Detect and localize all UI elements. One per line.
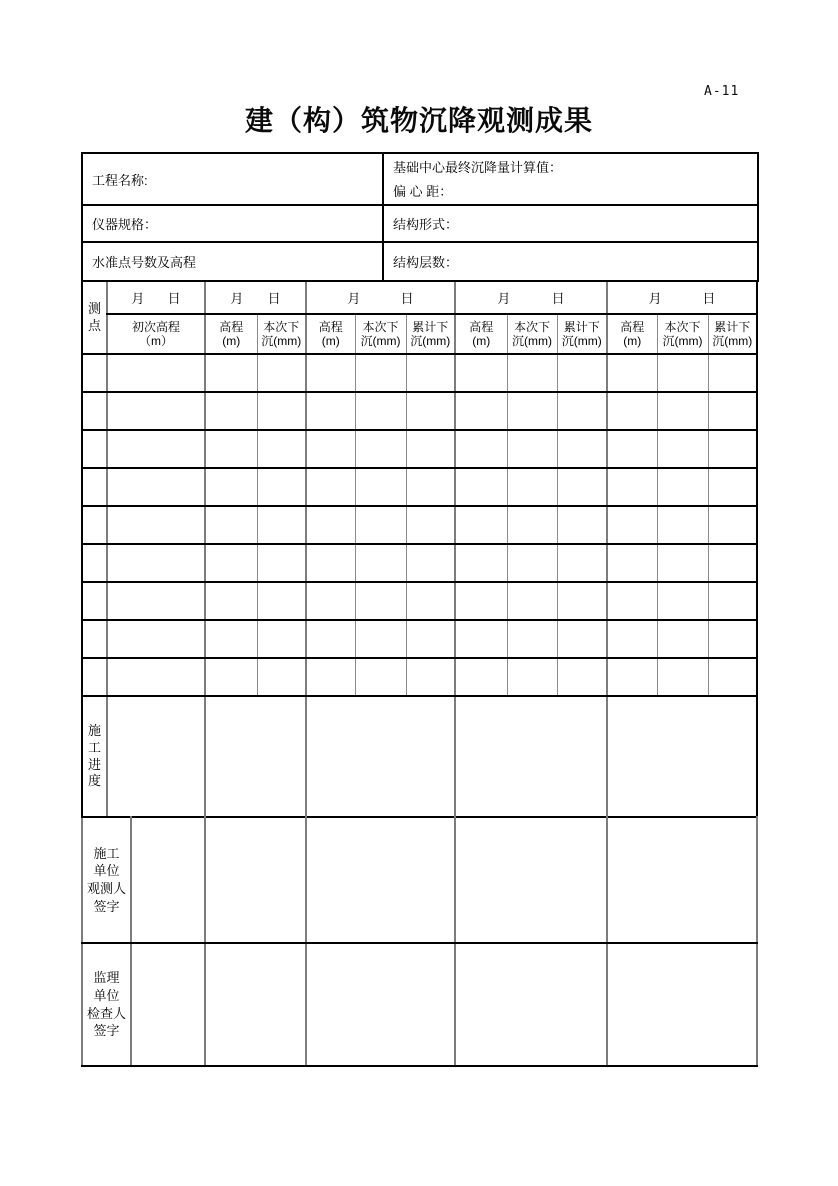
obs-cell	[257, 392, 306, 430]
supervisor-sign-cell	[306, 943, 455, 1066]
obs-cell	[708, 544, 757, 582]
obs-cell	[306, 430, 355, 468]
eccentricity-label: 偏 心 距：	[393, 183, 453, 199]
obs-cell	[82, 658, 107, 696]
obs-cell	[355, 354, 406, 392]
obs-empty-row	[82, 392, 757, 430]
day-label: 日	[267, 291, 281, 306]
obs-cell	[455, 582, 507, 620]
obs-cell	[607, 392, 657, 430]
month-label: 月	[230, 291, 244, 306]
obs-cell	[657, 354, 708, 392]
obs-cell	[557, 658, 607, 696]
month-label: 月	[497, 291, 511, 306]
obs-cell	[455, 658, 507, 696]
observation-table	[81, 280, 758, 818]
obs-cell	[507, 430, 557, 468]
obs-cell	[708, 354, 757, 392]
structure-type-cell	[383, 205, 758, 242]
obs-cell	[82, 468, 107, 506]
obs-cell	[708, 392, 757, 430]
obs-cell	[205, 430, 257, 468]
obs-cell	[82, 354, 107, 392]
progress-cell	[607, 696, 757, 817]
obs-cell	[107, 620, 205, 658]
supervisor-sign-row	[82, 943, 757, 1066]
point-col-label: 测点	[87, 300, 101, 333]
obs-cell	[82, 544, 107, 582]
contractor-sign-label-cell	[82, 817, 131, 943]
month-label: 月	[131, 291, 145, 306]
obs-cell	[708, 658, 757, 696]
obs-cell	[406, 582, 455, 620]
obs-cell	[306, 506, 355, 544]
obs-cell	[107, 354, 205, 392]
settlement-calc-cell	[383, 153, 758, 205]
obs-cell	[306, 354, 355, 392]
settlement-form	[81, 152, 757, 1067]
structure-type-label: 结构形式：	[393, 217, 459, 232]
obs-cell	[257, 544, 306, 582]
settlement-calc-label: 基础中心最终沉降量计算值：	[393, 159, 563, 175]
contractor-sign-cell	[455, 817, 607, 943]
col-header-cumulative-settlement: 累计下 沉(mm)	[708, 314, 757, 354]
obs-cell	[708, 430, 757, 468]
obs-cell	[205, 506, 257, 544]
day-label: 日	[400, 291, 414, 306]
obs-cell	[107, 392, 205, 430]
obs-cell	[205, 658, 257, 696]
signature-table	[81, 816, 758, 1067]
obs-empty-row	[82, 544, 757, 582]
obs-cell	[257, 430, 306, 468]
obs-cell	[406, 468, 455, 506]
obs-cell	[306, 658, 355, 696]
obs-cell	[406, 392, 455, 430]
obs-cell	[82, 506, 107, 544]
obs-cell	[257, 354, 306, 392]
obs-cell	[306, 582, 355, 620]
progress-label-cell	[82, 696, 107, 817]
obs-cell	[557, 430, 607, 468]
info-row-instrument	[82, 205, 758, 242]
obs-cell	[507, 658, 557, 696]
obs-cell	[455, 468, 507, 506]
obs-empty-row	[82, 468, 757, 506]
obs-cell	[107, 544, 205, 582]
obs-empty-row	[82, 430, 757, 468]
supervisor-sign-cell	[607, 943, 757, 1066]
obs-cell	[607, 544, 657, 582]
obs-cell	[355, 658, 406, 696]
obs-cell	[455, 430, 507, 468]
obs-cell	[306, 620, 355, 658]
obs-cell	[306, 468, 355, 506]
obs-cell	[657, 430, 708, 468]
supervisor-sign-cell	[205, 943, 306, 1066]
obs-cell	[107, 506, 205, 544]
supervisor-sign-cell	[455, 943, 607, 1066]
obs-cell	[455, 354, 507, 392]
obs-cell	[607, 582, 657, 620]
obs-cell	[507, 544, 557, 582]
obs-cell	[708, 506, 757, 544]
col-header-cumulative-settlement: 累计下 沉(mm)	[406, 314, 455, 354]
col-header-current-settlement: 本次下 沉(mm)	[355, 314, 406, 354]
month-label: 月	[648, 291, 662, 306]
structure-floors-cell	[383, 242, 758, 281]
col-header-elevation: 高程 (m)	[607, 314, 657, 354]
progress-cell	[205, 696, 306, 817]
date-group-initial	[107, 281, 205, 314]
obs-cell	[657, 392, 708, 430]
obs-cell	[507, 468, 557, 506]
obs-cell	[708, 468, 757, 506]
obs-cell	[657, 582, 708, 620]
obs-cell	[455, 544, 507, 582]
progress-cell	[107, 696, 205, 817]
doc-code: A-11	[704, 84, 740, 99]
obs-cell	[257, 582, 306, 620]
obs-empty-row	[82, 658, 757, 696]
obs-cell	[82, 620, 107, 658]
obs-cell	[355, 582, 406, 620]
obs-cell	[205, 544, 257, 582]
obs-cell	[607, 620, 657, 658]
obs-cell	[557, 582, 607, 620]
col-header-current-settlement: 本次下 沉(mm)	[507, 314, 557, 354]
obs-cell	[507, 392, 557, 430]
obs-cell	[657, 506, 708, 544]
obs-cell	[708, 620, 757, 658]
obs-cell	[205, 620, 257, 658]
obs-empty-row	[82, 620, 757, 658]
obs-cell	[455, 392, 507, 430]
obs-cell	[455, 506, 507, 544]
day-label: 日	[551, 291, 565, 306]
date-group-2	[205, 281, 306, 314]
col-header-cumulative-settlement: 累计下 沉(mm)	[557, 314, 607, 354]
obs-cell	[657, 468, 708, 506]
obs-cell	[107, 468, 205, 506]
col-header-elevation: 高程 (m)	[455, 314, 507, 354]
obs-cell	[355, 392, 406, 430]
date-group-5	[607, 281, 757, 314]
obs-cell	[607, 430, 657, 468]
obs-cell	[607, 468, 657, 506]
obs-cell	[406, 354, 455, 392]
col-header-initial-elevation: 初次高程 （m）	[107, 314, 205, 354]
obs-cell	[257, 468, 306, 506]
project-name-cell	[82, 153, 383, 205]
obs-cell	[455, 620, 507, 658]
obs-cell	[557, 392, 607, 430]
obs-cell	[507, 506, 557, 544]
benchmark-label: 水准点号数及高程	[92, 255, 197, 270]
obs-cell	[82, 430, 107, 468]
obs-cell	[607, 506, 657, 544]
obs-empty-row	[82, 506, 757, 544]
obs-cell	[205, 468, 257, 506]
contractor-sign-cell	[306, 817, 455, 943]
supervisor-sign-cell	[131, 943, 205, 1066]
obs-cell	[557, 354, 607, 392]
contractor-sign-cell	[205, 817, 306, 943]
col-header-current-settlement: 本次下 沉(mm)	[657, 314, 708, 354]
col-header-current-settlement: 本次下 沉(mm)	[257, 314, 306, 354]
obs-header-cols-row	[82, 314, 757, 354]
obs-cell	[657, 620, 708, 658]
obs-cell	[507, 354, 557, 392]
contractor-sign-row	[82, 817, 757, 943]
instrument-spec-label: 仪器规格：	[92, 217, 158, 232]
point-col-header	[82, 281, 107, 354]
project-name-label: 工程名称:	[92, 172, 148, 188]
col-header-elevation: 高程 (m)	[306, 314, 355, 354]
obs-cell	[607, 658, 657, 696]
day-label: 日	[167, 291, 181, 306]
day-label: 日	[702, 291, 716, 306]
col-header-elevation: 高程 (m)	[205, 314, 257, 354]
construction-progress-row	[82, 696, 757, 817]
obs-cell	[557, 544, 607, 582]
info-row-benchmark	[82, 242, 758, 281]
progress-cell	[306, 696, 455, 817]
obs-cell	[355, 544, 406, 582]
info-table	[81, 152, 759, 282]
obs-cell	[406, 544, 455, 582]
benchmark-cell	[82, 242, 383, 281]
obs-cell	[507, 582, 557, 620]
month-label: 月	[347, 291, 361, 306]
obs-cell	[557, 506, 607, 544]
obs-cell	[355, 430, 406, 468]
obs-cell	[257, 658, 306, 696]
obs-cell	[708, 582, 757, 620]
obs-cell	[107, 582, 205, 620]
supervisor-sign-label-cell	[82, 943, 131, 1066]
obs-cell	[306, 544, 355, 582]
progress-label: 施工进度	[87, 722, 101, 789]
info-row-project	[82, 153, 758, 205]
obs-empty-row	[82, 582, 757, 620]
obs-cell	[107, 658, 205, 696]
obs-cell	[82, 392, 107, 430]
obs-cell	[406, 658, 455, 696]
obs-cell	[355, 468, 406, 506]
obs-cell	[507, 620, 557, 658]
obs-cell	[205, 582, 257, 620]
obs-cell	[406, 430, 455, 468]
structure-floors-label: 结构层数：	[393, 255, 459, 270]
contractor-sign-label: 施工 单位 观测人 签字	[86, 845, 126, 914]
obs-cell	[557, 468, 607, 506]
obs-cell	[82, 582, 107, 620]
obs-cell	[406, 506, 455, 544]
contractor-sign-cell	[607, 817, 757, 943]
obs-cell	[205, 354, 257, 392]
obs-header-date-row	[82, 281, 757, 314]
obs-cell	[306, 392, 355, 430]
date-group-3	[306, 281, 455, 314]
obs-cell	[355, 620, 406, 658]
obs-cell	[657, 544, 708, 582]
instrument-spec-cell	[82, 205, 383, 242]
obs-cell	[355, 506, 406, 544]
obs-cell	[406, 620, 455, 658]
progress-cell	[455, 696, 607, 817]
obs-empty-row	[82, 354, 757, 392]
obs-cell	[257, 506, 306, 544]
obs-cell	[257, 620, 306, 658]
page-title: 建（构）筑物沉降观测成果	[244, 105, 593, 136]
obs-cell	[657, 658, 708, 696]
contractor-sign-cell	[131, 817, 205, 943]
date-group-4	[455, 281, 607, 314]
obs-cell	[607, 354, 657, 392]
obs-cell	[205, 392, 257, 430]
obs-cell	[107, 430, 205, 468]
obs-cell	[557, 620, 607, 658]
supervisor-sign-label: 监理 单位 检查人 签字	[86, 970, 126, 1039]
